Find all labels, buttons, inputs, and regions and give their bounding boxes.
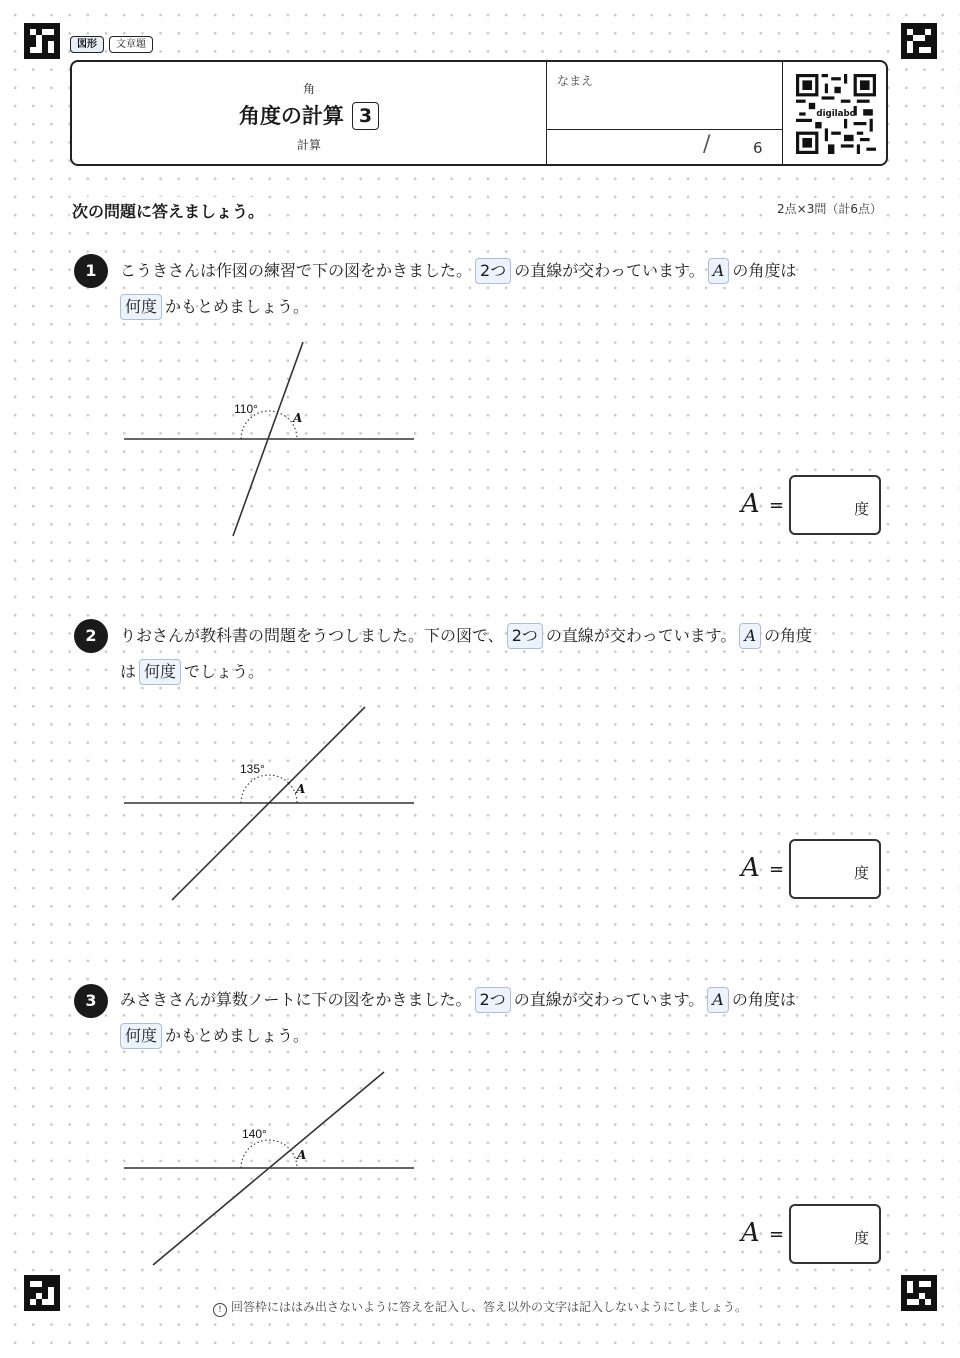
question-2-text-d: でしょう。 bbox=[184, 662, 265, 681]
question-3-line-1 bbox=[120, 985, 796, 1015]
qr-code bbox=[782, 62, 886, 164]
question-2-count-highlight: 2つ bbox=[507, 623, 543, 649]
question-2-angle-label: 135° bbox=[240, 762, 265, 776]
category-tags bbox=[70, 36, 153, 53]
qr-caption: digilabo bbox=[816, 108, 856, 119]
corner-marker-top-left bbox=[24, 23, 60, 59]
question-3-var-highlight: A bbox=[707, 987, 729, 1013]
question-1-figure bbox=[120, 338, 420, 543]
question-3-degree-highlight: 何度 bbox=[120, 1023, 162, 1049]
answer-3-unit: 度 bbox=[853, 1229, 869, 1247]
question-1-angle-label: 110° bbox=[234, 402, 258, 416]
question-3-figure bbox=[120, 1065, 420, 1270]
qr-code-icon bbox=[796, 74, 876, 154]
answer-3-label: A bbox=[741, 1218, 760, 1248]
tag-word-problem: 文章題 bbox=[109, 36, 153, 53]
info-icon: ! bbox=[213, 1303, 227, 1317]
footer-text: 回答枠にははみ出さないように答えを記入し、答え以外の文字は記入しないようにしましょう。 bbox=[230, 1300, 747, 1314]
answer-box-1[interactable] bbox=[789, 475, 881, 535]
question-1-var-highlight: A bbox=[708, 258, 730, 284]
question-2-var-highlight: A bbox=[739, 623, 761, 649]
score-field[interactable] bbox=[546, 130, 782, 164]
points-info: 2点×3問（計6点） bbox=[775, 198, 884, 219]
worksheet-header bbox=[70, 60, 888, 166]
question-number-3: 3 bbox=[74, 984, 108, 1018]
answer-2-equals: = bbox=[769, 859, 785, 880]
question-2-angle-a-label: A bbox=[296, 782, 306, 796]
subtopic-label: 計算 bbox=[296, 138, 321, 152]
answer-1-label: A bbox=[741, 489, 760, 519]
instruction-heading: 次の問題に答えましょう。 bbox=[70, 197, 266, 224]
answer-1-equals: = bbox=[769, 495, 785, 516]
worksheet-number: 3 bbox=[352, 102, 379, 130]
answer-2-label: A bbox=[741, 853, 760, 883]
question-3-text-b: の直線が交わっています。 bbox=[513, 990, 705, 1009]
answer-2-unit: 度 bbox=[853, 864, 869, 882]
title-text: 角度の計算 bbox=[238, 104, 344, 128]
question-number-1: 1 bbox=[74, 254, 108, 288]
question-2-text-c: の角度 bbox=[764, 626, 813, 645]
unit-label: 角 bbox=[302, 82, 315, 96]
question-1-count-highlight: 2つ bbox=[475, 258, 511, 284]
corner-marker-top-right bbox=[901, 23, 937, 59]
score-slash: / bbox=[703, 132, 711, 157]
question-2-text-b: の直線が交わっています。 bbox=[545, 626, 737, 645]
question-3-count-highlight: 2つ bbox=[475, 987, 511, 1013]
question-1-line-2 bbox=[120, 292, 309, 322]
question-1-line-1 bbox=[120, 256, 796, 286]
question-3-line-2 bbox=[120, 1021, 309, 1051]
score-total: 6 bbox=[753, 139, 763, 157]
question-3-text-d: かもとめましょう。 bbox=[165, 1026, 310, 1045]
name-field[interactable] bbox=[546, 62, 782, 130]
question-3-text-c: の角度は bbox=[731, 990, 796, 1009]
answer-1-unit: 度 bbox=[853, 500, 869, 518]
question-1-text-d: かもとめましょう。 bbox=[165, 297, 310, 316]
question-3-angle-a-label: A bbox=[297, 1148, 307, 1162]
question-number-2: 2 bbox=[74, 619, 108, 653]
question-1-text-c: の角度は bbox=[732, 261, 797, 280]
question-1-text-b: の直線が交わっています。 bbox=[514, 261, 705, 280]
name-label: なまえ bbox=[557, 74, 594, 88]
footer-note bbox=[0, 1298, 960, 1317]
tag-figure: 図形 bbox=[70, 36, 104, 53]
title-area bbox=[72, 62, 546, 164]
question-1-angle-a-label: A bbox=[293, 411, 303, 425]
question-3-text-a: みさきさんが算数ノートに下の図をかきました。 bbox=[120, 990, 472, 1009]
answer-box-3[interactable] bbox=[789, 1204, 881, 1264]
question-2-line-2 bbox=[120, 657, 264, 687]
question-1-text-a: こうきさんは作図の練習で下の図をかきました。 bbox=[120, 261, 473, 280]
question-2-degree-highlight: 何度 bbox=[139, 659, 181, 685]
answer-3-equals: = bbox=[769, 1224, 785, 1245]
question-3-angle-label: 140° bbox=[242, 1127, 267, 1141]
question-2-figure bbox=[120, 700, 420, 905]
page-title bbox=[72, 100, 546, 130]
question-1-degree-highlight: 何度 bbox=[120, 294, 162, 320]
answer-box-2[interactable] bbox=[789, 839, 881, 899]
question-2-line-1 bbox=[120, 621, 812, 651]
question-2-text-a: りおさんが教科書の問題をうつしました。下の図で、 bbox=[120, 626, 504, 645]
question-2-text-pre: は bbox=[120, 662, 137, 681]
